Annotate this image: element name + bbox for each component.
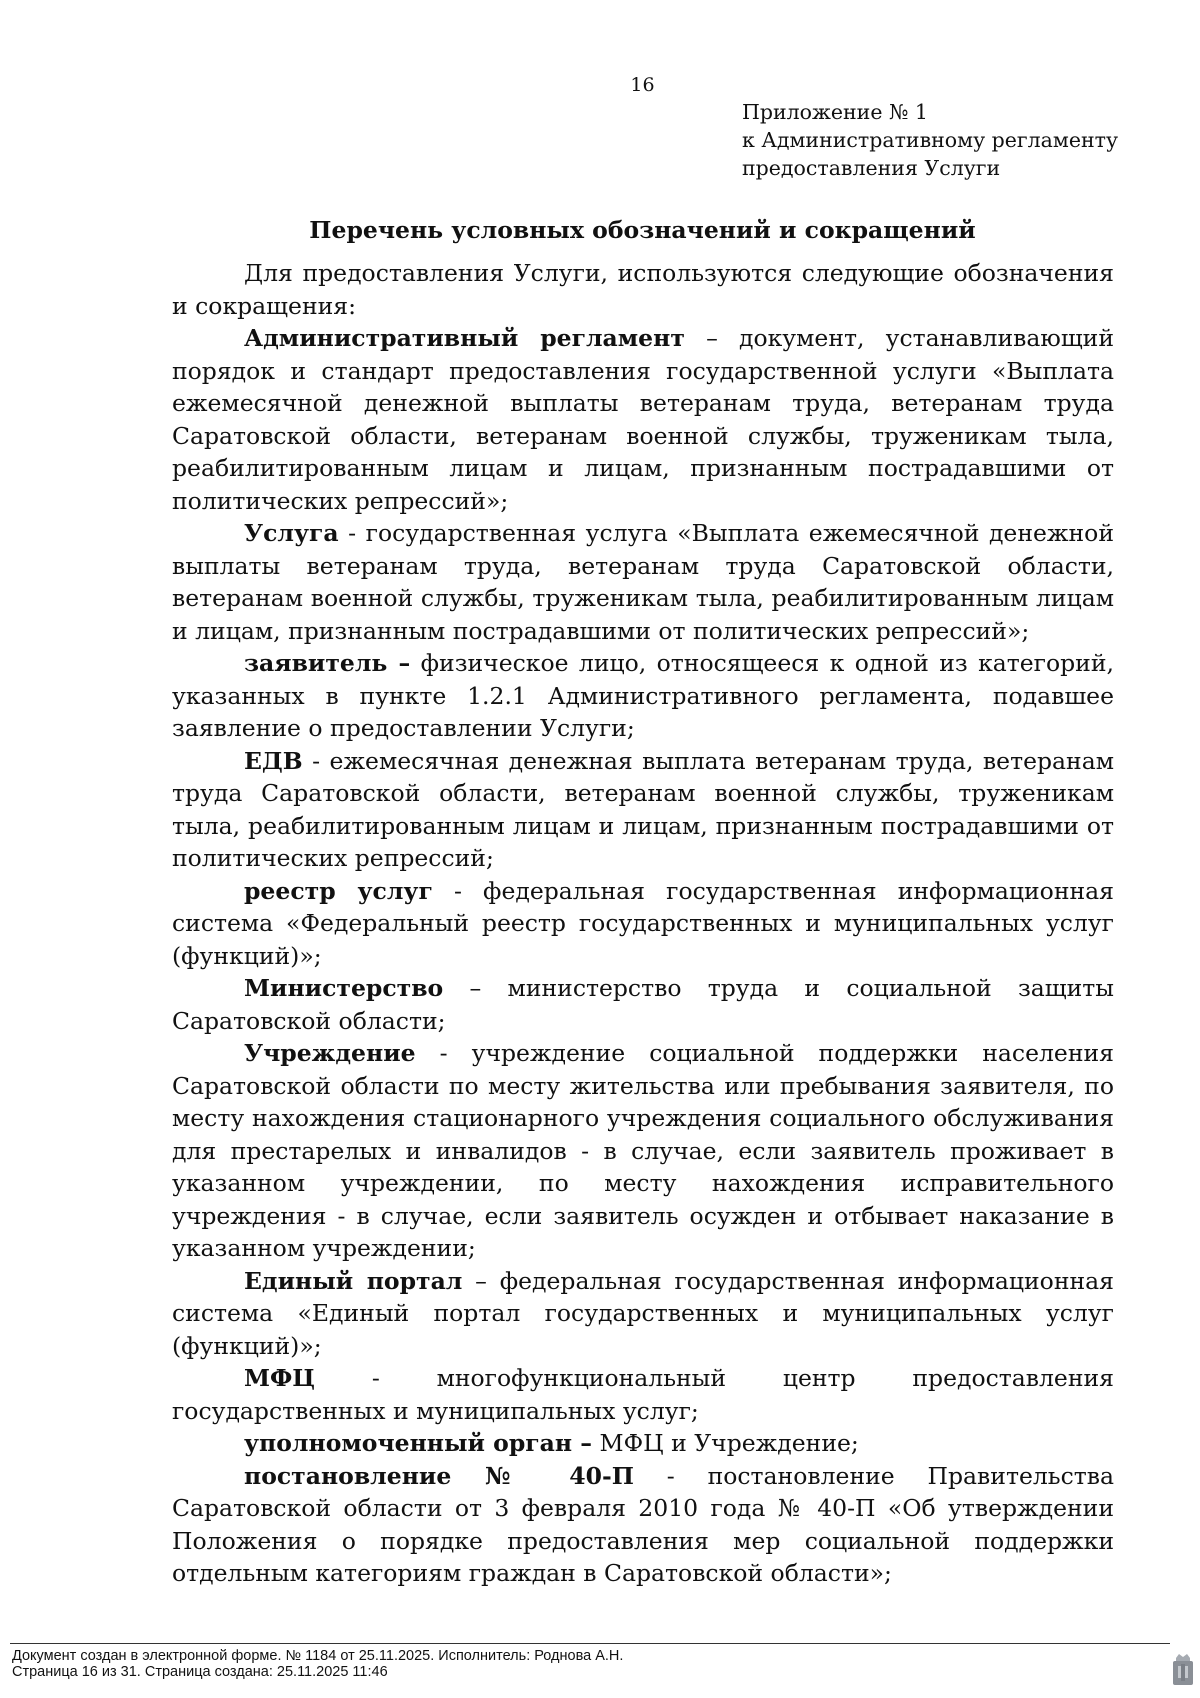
appendix-line-3: предоставления Услуги: [742, 156, 1001, 180]
definition-text: федеральная государственная информационная система «Единый портал государственных и муниципальных услуг (функций)»;: [172, 1266, 1114, 1360]
footer-divider: [10, 1643, 1170, 1644]
definition-separator: -: [338, 519, 366, 547]
definition-term: Услуга: [244, 519, 339, 547]
definition-separator: -: [315, 1364, 437, 1392]
page-number: 16: [630, 74, 655, 96]
appendix-line-1: Приложение № 1: [742, 100, 928, 124]
definition-text: документ, устанавливающий порядок и стандарт предоставления государственной услуги «Выплата ежемесячной денежной выплаты ветеранам труда, ветеранам труда Саратовской области, ветеранам военной службы, труженикам тыла, реабилитированным лицам и лицам, признанным пострадавшими от политических репрессий»;: [172, 324, 1114, 515]
document-title: Перечень условных обозначений и сокращений: [309, 216, 976, 244]
definition-administrative-regulation: [172, 322, 1114, 517]
footer-line-1: Документ создан в электронной форме. № 1184 от 25.11.2025. Исполнитель: Роднова А.Н.: [12, 1648, 624, 1664]
definition-separator: [592, 1429, 599, 1457]
definition-separator: –: [462, 1266, 500, 1295]
definition-term: Министерство: [244, 974, 444, 1002]
definition-applicant: [172, 647, 1114, 745]
definition-text: многофункциональный центр предоставления государственных и муниципальных услуг;: [172, 1364, 1114, 1425]
definition-ministry: [172, 972, 1114, 1037]
definition-separator: -: [432, 876, 484, 905]
appendix-note: [742, 98, 1118, 182]
document-footer: [12, 1648, 623, 1680]
definition-term: уполномоченный орган –: [244, 1429, 593, 1457]
definition-text: учреждение социальной поддержки населения Саратовской области по месту жительства или пребывания заявителя, по месту нахождения стационарного учреждения социального обслуживания для престарелых и инвалидов - в случае, если заявитель проживает в указанном учреждении, по месту нахождения исправительного учреждения - в случае, если заявитель осужден и отбывает наказание в указанном учреждении;: [172, 1039, 1114, 1262]
definition-term: МФЦ: [244, 1364, 316, 1392]
definition-text: МФЦ и Учреждение;: [599, 1429, 859, 1457]
definition-term: Единый портал: [244, 1266, 463, 1295]
definition-text: физическое лицо, относящееся к одной из категорий, указанных в пункте 1.2.1 Административного регламента, подавшее заявление о предоставлении Услуги;: [172, 649, 1114, 742]
definition-text: федеральная государственная информационная система «Федеральный реестр государственных и муниципальных услуг (функций)»;: [172, 876, 1114, 970]
appendix-line-2: к Административному регламенту: [742, 128, 1119, 152]
definition-text: министерство труда и социальной защиты Саратовской области;: [172, 974, 1114, 1035]
definition-text: постановление Правительства Саратовской области от 3 февраля 2010 года № 40-П «Об утверждении Положения о порядке предоставления мер социальной поддержки отдельным категориям граждан в Саратовской области»;: [172, 1461, 1114, 1587]
footer-line-2: Страница 16 из 31. Страница создана: 25.11.2025 11:46: [12, 1664, 388, 1680]
definition-separator: –: [443, 974, 508, 1002]
document-body: [172, 257, 1114, 1590]
intro-paragraph: Для предоставления Услуги, используются следующие обозначения и сокращения:: [172, 259, 1114, 320]
definition-term: Административный регламент: [244, 324, 685, 352]
definition-separator: -: [633, 1461, 708, 1490]
definition-separator: –: [684, 324, 739, 352]
definition-edv: [172, 745, 1114, 875]
definition-term: Учреждение: [244, 1039, 416, 1067]
coat-of-arms-icon: [1172, 1652, 1194, 1686]
definition-mfc: [172, 1362, 1114, 1427]
definition-resolution-40p: [172, 1460, 1114, 1590]
definition-term: реестр услуг: [244, 876, 433, 905]
definition-text: государственная услуга «Выплата ежемесячной денежной выплаты ветеранам труда, ветеранам труда Саратовской области, ветеранам военной службы, труженикам тыла, реабилитированным лицам и лицам, признанным пострадавшими от политических репрессий»;: [172, 519, 1114, 645]
definition-service: [172, 517, 1114, 647]
definition-separator: -: [302, 746, 330, 775]
definition-separator: -: [415, 1039, 472, 1067]
definition-term: ЕДВ: [244, 746, 303, 775]
definition-term: постановление № 40-П: [244, 1461, 634, 1490]
definition-institution: [172, 1037, 1114, 1265]
definition-text: ежемесячная денежная выплата ветеранам труда, ветеранам труда Саратовской области, ветеранам военной службы, труженикам тыла, реабилитированным лицам и лицам, признанным пострадавшими от политических репрессий;: [172, 746, 1114, 872]
definition-services-registry: [172, 875, 1114, 973]
definition-authorized-body: [172, 1427, 1114, 1460]
definition-unified-portal: [172, 1265, 1114, 1363]
definition-term: заявитель –: [244, 649, 411, 677]
definition-separator: [410, 649, 420, 677]
